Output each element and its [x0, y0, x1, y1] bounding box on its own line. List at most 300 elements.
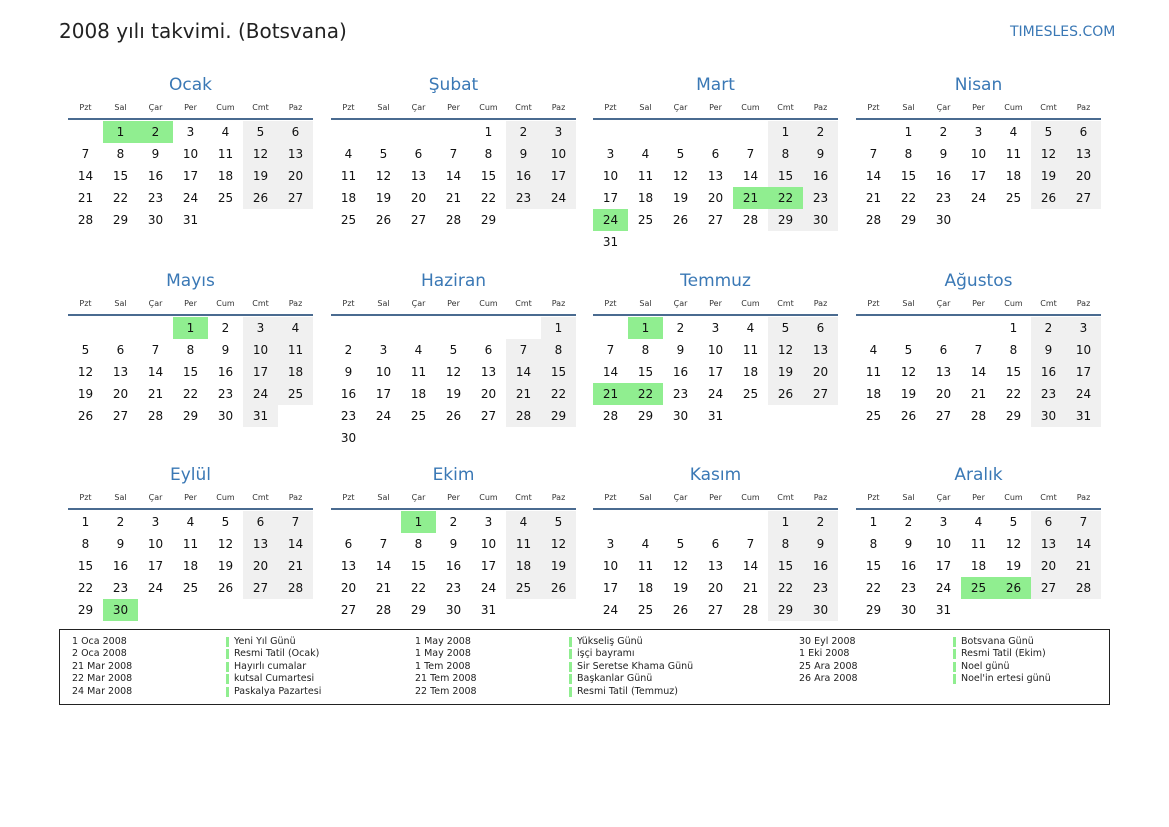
day-cell: 11	[865, 365, 882, 379]
weekday-header: Sal	[902, 103, 915, 112]
day-cell: 11	[217, 147, 234, 161]
day-cell: 19	[243, 165, 278, 187]
day-cell: 2	[221, 321, 230, 335]
legend-color-marker	[226, 674, 229, 684]
day-cell: 17	[243, 361, 278, 383]
day-cell: 29	[541, 405, 576, 427]
month-name: Nisan	[954, 75, 1003, 95]
day-cell: 13	[340, 559, 357, 573]
day-cell: 8	[869, 537, 878, 551]
day-cell: 5	[676, 537, 685, 551]
site-brand-link[interactable]: TIMESLES.COM	[1010, 24, 1116, 40]
day-cell: 19	[217, 559, 234, 573]
day-cell: 16	[506, 165, 541, 187]
day-cell: 19	[672, 191, 689, 205]
day-cell: 3	[1066, 317, 1101, 339]
weekday-header: Cmt	[515, 103, 532, 112]
weekday-header: Cmt	[252, 103, 269, 112]
legend-color-marker	[226, 662, 229, 672]
month-name: Mayıs	[166, 271, 215, 291]
weekday-header: Per	[447, 493, 460, 502]
day-cell: 1	[484, 125, 493, 139]
day-cell: 20	[480, 387, 497, 401]
day-cell: 17	[375, 387, 392, 401]
legend-color-marker	[953, 637, 956, 647]
day-cell: 17	[970, 169, 987, 183]
day-cell: 2	[116, 515, 125, 529]
legend-date: 22 Mar 2008	[72, 673, 133, 685]
day-cell: 9	[803, 533, 838, 555]
day-cell: 3	[484, 515, 493, 529]
weekday-header: Cum	[216, 103, 235, 112]
legend-holiday-name: Botsvana Günü	[961, 636, 1034, 647]
day-cell: 12	[541, 533, 576, 555]
day-cell: 18	[970, 559, 987, 573]
day-cell: 29	[768, 599, 803, 621]
weekday-header: Cum	[1004, 299, 1023, 308]
day-cell: 31	[935, 603, 952, 617]
day-cell: 7	[869, 147, 878, 161]
day-cell: 15	[900, 169, 917, 183]
day-cell: 24	[602, 603, 619, 617]
day-cell: 23	[803, 577, 838, 599]
day-cell: 30	[900, 603, 917, 617]
day-cell: 12	[672, 169, 689, 183]
weekday-header: Cum	[479, 103, 498, 112]
day-cell: 25	[278, 383, 313, 405]
day-cell: 21	[742, 581, 759, 595]
weekday-header: Pzt	[604, 103, 617, 112]
day-cell: 17	[1066, 361, 1101, 383]
day-cell: 12	[445, 365, 462, 379]
day-cell: 14	[506, 361, 541, 383]
day-cell: 13	[243, 533, 278, 555]
day-cell: 24	[243, 383, 278, 405]
day-cell: 14	[278, 533, 313, 555]
day-cell: 13	[707, 169, 724, 183]
day-cell: 8	[116, 147, 125, 161]
day-cell: 23	[506, 187, 541, 209]
weekday-header: Cmt	[515, 299, 532, 308]
day-cell: 9	[803, 143, 838, 165]
day-cell: 23	[1031, 383, 1066, 405]
day-cell: 18	[410, 387, 427, 401]
day-cell: 16	[112, 559, 129, 573]
day-cell: 5	[541, 511, 576, 533]
day-cell: 6	[803, 317, 838, 339]
day-cell: 20	[1066, 165, 1101, 187]
day-cell: 29	[1005, 409, 1022, 423]
day-cell: 30	[147, 213, 164, 227]
day-cell: 7	[746, 537, 755, 551]
weekday-header: Pzt	[79, 493, 92, 502]
weekday-header: Cmt	[252, 299, 269, 308]
day-cell: 10	[935, 537, 952, 551]
day-cell: 4	[414, 343, 423, 357]
day-cell: 6	[939, 343, 948, 357]
day-cell: 19	[768, 361, 803, 383]
month-header-rule	[68, 118, 313, 120]
day-cell: 15	[541, 361, 576, 383]
day-cell: 14	[742, 169, 759, 183]
legend-color-marker	[953, 662, 956, 672]
legend-date: 1 Eki 2008	[799, 648, 850, 660]
day-cell: 30	[445, 603, 462, 617]
day-cell: 29	[410, 603, 427, 617]
day-cell: 28	[970, 409, 987, 423]
day-cell: 19	[541, 555, 576, 577]
day-cell: 8	[484, 147, 493, 161]
day-cell: 2	[449, 515, 458, 529]
holiday-day-cell: 21	[733, 187, 768, 209]
legend-date: 1 Tem 2008	[415, 660, 471, 672]
day-cell: 9	[221, 343, 230, 357]
day-cell: 14	[865, 169, 882, 183]
page-title: 2008 yılı takvimi. (Botsvana)	[59, 19, 347, 43]
weekday-header: Çar	[411, 493, 426, 502]
legend-holiday-name: Noel'in ertesi günü	[961, 673, 1051, 685]
day-cell: 13	[935, 365, 952, 379]
day-cell: 14	[375, 559, 392, 573]
month-header-rule	[593, 118, 838, 120]
weekday-header: Pzt	[342, 299, 355, 308]
day-cell: 6	[278, 121, 313, 143]
month-name: Ağustos	[944, 271, 1013, 291]
day-cell: 7	[379, 537, 388, 551]
day-cell: 22	[182, 387, 199, 401]
day-cell: 4	[221, 125, 230, 139]
day-cell: 4	[869, 343, 878, 357]
weekday-header: Pzt	[867, 299, 880, 308]
weekday-header: Sal	[639, 299, 652, 308]
day-cell: 18	[217, 169, 234, 183]
day-cell: 28	[77, 213, 94, 227]
weekday-header: Sal	[377, 299, 390, 308]
weekday-header: Cmt	[1040, 299, 1057, 308]
weekday-header: Paz	[288, 103, 303, 112]
weekday-header: Per	[447, 299, 460, 308]
weekday-header: Çar	[673, 493, 688, 502]
day-cell: 2	[1031, 317, 1066, 339]
month-name: Ocak	[169, 75, 212, 95]
day-cell: 6	[484, 343, 493, 357]
day-cell: 6	[116, 343, 125, 357]
day-cell: 11	[637, 169, 654, 183]
day-cell: 29	[900, 213, 917, 227]
weekday-header: Pzt	[867, 103, 880, 112]
day-cell: 16	[445, 559, 462, 573]
day-cell: 3	[939, 515, 948, 529]
holiday-day-cell: 22	[768, 187, 803, 209]
day-cell: 4	[974, 515, 983, 529]
day-cell: 20	[410, 191, 427, 205]
day-cell: 1	[81, 515, 90, 529]
weekday-header: Pzt	[867, 493, 880, 502]
day-cell: 24	[970, 191, 987, 205]
day-cell: 10	[480, 537, 497, 551]
day-cell: 28	[742, 213, 759, 227]
day-cell: 10	[707, 343, 724, 357]
day-cell: 30	[672, 409, 689, 423]
weekday-header: Cum	[479, 299, 498, 308]
month-header-rule	[331, 118, 576, 120]
day-cell: 18	[637, 191, 654, 205]
day-cell: 19	[375, 191, 392, 205]
day-cell: 9	[939, 147, 948, 161]
day-cell: 2	[904, 515, 913, 529]
day-cell: 18	[182, 559, 199, 573]
legend-color-marker	[226, 637, 229, 647]
day-cell: 7	[506, 339, 541, 361]
day-cell: 13	[707, 559, 724, 573]
legend-color-marker	[569, 649, 572, 659]
day-cell: 27	[1066, 187, 1101, 209]
weekday-header: Cum	[741, 299, 760, 308]
day-cell: 31	[1066, 405, 1101, 427]
legend-date: 25 Ara 2008	[799, 660, 858, 672]
day-cell: 15	[865, 559, 882, 573]
weekday-header: Pzt	[342, 493, 355, 502]
weekday-header: Cum	[1004, 493, 1023, 502]
day-cell: 23	[112, 581, 129, 595]
day-cell: 5	[676, 147, 685, 161]
day-cell: 11	[970, 537, 987, 551]
day-cell: 3	[711, 321, 720, 335]
weekday-header: Paz	[813, 103, 828, 112]
day-cell: 11	[278, 339, 313, 361]
day-cell: 3	[974, 125, 983, 139]
legend-holiday-name: Yeni Yıl Günü	[234, 636, 296, 647]
legend-date: 24 Mar 2008	[72, 685, 133, 697]
day-cell: 14	[1066, 533, 1101, 555]
legend-date: 21 Mar 2008	[72, 660, 133, 672]
weekday-header: Per	[709, 493, 722, 502]
day-cell: 11	[637, 559, 654, 573]
weekday-header: Paz	[813, 299, 828, 308]
day-cell: 3	[379, 343, 388, 357]
weekday-header: Paz	[288, 299, 303, 308]
weekday-header: Sal	[902, 493, 915, 502]
day-cell: 18	[506, 555, 541, 577]
holiday-day-cell: 2	[138, 121, 173, 143]
day-cell: 30	[340, 431, 357, 445]
day-cell: 3	[541, 121, 576, 143]
day-cell: 24	[375, 409, 392, 423]
legend-color-marker	[226, 649, 229, 659]
holiday-day-cell: 22	[628, 383, 663, 405]
day-cell: 25	[742, 387, 759, 401]
day-cell: 19	[1031, 165, 1066, 187]
day-cell: 24	[707, 387, 724, 401]
holiday-day-cell: 1	[173, 317, 208, 339]
day-cell: 9	[344, 365, 353, 379]
day-cell: 13	[480, 365, 497, 379]
day-cell: 5	[904, 343, 913, 357]
weekday-header: Sal	[114, 493, 127, 502]
weekday-header: Cmt	[777, 299, 794, 308]
day-cell: 8	[768, 533, 803, 555]
holiday-legend	[59, 629, 1110, 705]
day-cell: 20	[278, 165, 313, 187]
day-cell: 8	[186, 343, 195, 357]
day-cell: 13	[278, 143, 313, 165]
weekday-header: Cum	[741, 493, 760, 502]
day-cell: 7	[1066, 511, 1101, 533]
weekday-header: Sal	[377, 103, 390, 112]
day-cell: 1	[768, 121, 803, 143]
month-header-rule	[68, 508, 313, 510]
day-cell: 6	[1066, 121, 1101, 143]
day-cell: 6	[711, 537, 720, 551]
day-cell: 20	[707, 191, 724, 205]
day-cell: 21	[445, 191, 462, 205]
day-cell: 26	[768, 383, 803, 405]
month-name: Şubat	[428, 75, 479, 95]
weekday-header: Per	[709, 103, 722, 112]
day-cell: 14	[602, 365, 619, 379]
day-cell: 10	[182, 147, 199, 161]
weekday-header: Çar	[936, 103, 951, 112]
day-cell: 11	[506, 533, 541, 555]
month-name: Aralık	[954, 465, 1003, 485]
day-cell: 17	[602, 581, 619, 595]
day-cell: 6	[711, 147, 720, 161]
month-name: Temmuz	[680, 271, 751, 291]
month-header-rule	[331, 508, 576, 510]
legend-color-marker	[569, 687, 572, 697]
legend-date: 22 Tem 2008	[415, 685, 477, 697]
day-cell: 26	[77, 409, 94, 423]
day-cell: 13	[112, 365, 129, 379]
day-cell: 10	[602, 169, 619, 183]
day-cell: 3	[151, 515, 160, 529]
day-cell: 5	[1031, 121, 1066, 143]
legend-holiday-name: kutsal Cumartesi	[234, 673, 315, 685]
day-cell: 30	[217, 409, 234, 423]
day-cell: 30	[803, 209, 838, 231]
day-cell: 9	[1031, 339, 1066, 361]
month-header-rule	[856, 314, 1101, 316]
day-cell: 6	[344, 537, 353, 551]
day-cell: 21	[865, 191, 882, 205]
legend-holiday-name: Yükseliş Günü	[577, 636, 643, 647]
day-cell: 26	[672, 603, 689, 617]
day-cell: 22	[77, 581, 94, 595]
day-cell: 28	[278, 577, 313, 599]
day-cell: 5	[243, 121, 278, 143]
day-cell: 12	[217, 537, 234, 551]
day-cell: 4	[278, 317, 313, 339]
weekday-header: Pzt	[79, 299, 92, 308]
weekday-header: Paz	[551, 299, 566, 308]
weekday-header: Cum	[1004, 103, 1023, 112]
day-cell: 6	[414, 147, 423, 161]
weekday-header: Çar	[936, 299, 951, 308]
day-cell: 18	[340, 191, 357, 205]
legend-holiday-name: Resmi Tatil (Temmuz)	[577, 685, 678, 697]
legend-date: 1 Oca 2008	[72, 636, 127, 647]
day-cell: 12	[375, 169, 392, 183]
legend-date: 30 Eyl 2008	[799, 636, 856, 647]
day-cell: 18	[278, 361, 313, 383]
weekday-header: Per	[972, 299, 985, 308]
day-cell: 27	[243, 577, 278, 599]
day-cell: 5	[768, 317, 803, 339]
weekday-header: Cum	[479, 493, 498, 502]
day-cell: 28	[742, 603, 759, 617]
day-cell: 7	[746, 147, 755, 161]
legend-holiday-name: Paskalya Pazartesi	[234, 685, 322, 697]
day-cell: 29	[77, 603, 94, 617]
weekday-header: Pzt	[342, 103, 355, 112]
legend-color-marker	[226, 687, 229, 697]
day-cell: 10	[541, 143, 576, 165]
day-cell: 12	[768, 339, 803, 361]
day-cell: 4	[1009, 125, 1018, 139]
day-cell: 17	[182, 169, 199, 183]
month-name: Haziran	[420, 271, 487, 291]
day-cell: 27	[112, 409, 129, 423]
month-header-rule	[856, 118, 1101, 120]
weekday-header: Per	[972, 493, 985, 502]
day-cell: 4	[344, 147, 353, 161]
day-cell: 30	[935, 213, 952, 227]
day-cell: 15	[768, 555, 803, 577]
weekday-header: Sal	[902, 299, 915, 308]
day-cell: 20	[1031, 555, 1066, 577]
day-cell: 21	[375, 581, 392, 595]
day-cell: 26	[672, 213, 689, 227]
day-cell: 15	[410, 559, 427, 573]
day-cell: 26	[217, 581, 234, 595]
weekday-header: Paz	[1076, 493, 1091, 502]
day-cell: 20	[935, 387, 952, 401]
day-cell: 24	[1066, 383, 1101, 405]
day-cell: 28	[445, 213, 462, 227]
day-cell: 31	[707, 409, 724, 423]
day-cell: 29	[112, 213, 129, 227]
day-cell: 3	[606, 147, 615, 161]
day-cell: 21	[77, 191, 94, 205]
day-cell: 21	[278, 555, 313, 577]
day-cell: 20	[340, 581, 357, 595]
day-cell: 8	[641, 343, 650, 357]
legend-color-marker	[569, 637, 572, 647]
day-cell: 28	[865, 213, 882, 227]
day-cell: 14	[77, 169, 94, 183]
weekday-header: Çar	[148, 299, 163, 308]
day-cell: 15	[1005, 365, 1022, 379]
legend-date: 21 Tem 2008	[415, 673, 477, 685]
day-cell: 2	[939, 125, 948, 139]
day-cell: 30	[803, 599, 838, 621]
holiday-day-cell: 21	[593, 383, 628, 405]
weekday-header: Pzt	[604, 493, 617, 502]
day-cell: 8	[904, 147, 913, 161]
day-cell: 14	[147, 365, 164, 379]
weekday-header: Paz	[288, 493, 303, 502]
day-cell: 12	[77, 365, 94, 379]
weekday-header: Cmt	[515, 493, 532, 502]
day-cell: 16	[935, 169, 952, 183]
day-cell: 11	[1005, 147, 1022, 161]
holiday-day-cell: 1	[103, 121, 138, 143]
legend-color-marker	[953, 674, 956, 684]
day-cell: 4	[641, 537, 650, 551]
month-header-rule	[331, 314, 576, 316]
day-cell: 9	[904, 537, 913, 551]
day-cell: 16	[672, 365, 689, 379]
